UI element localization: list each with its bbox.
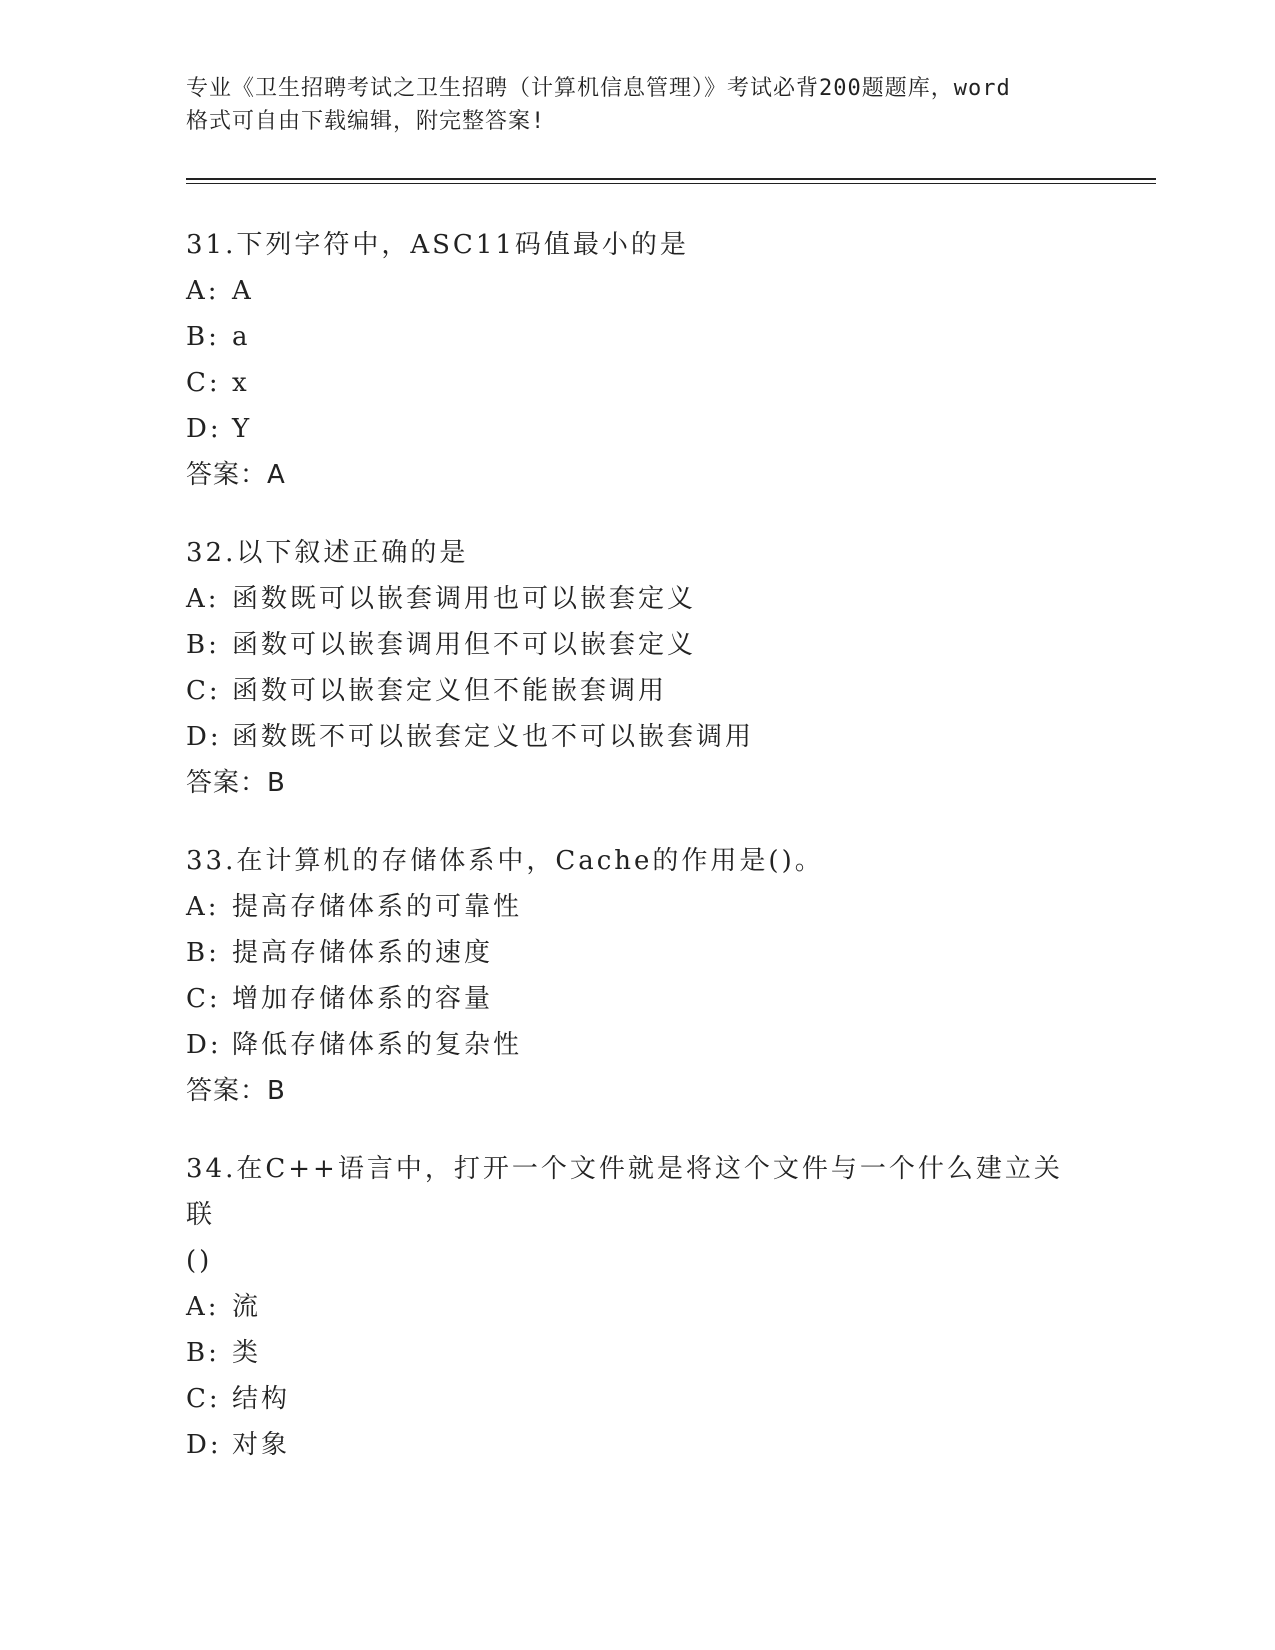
option-letter: D: (186, 414, 222, 444)
option-a (186, 576, 1086, 622)
option-text: A (232, 276, 254, 306)
option-letter: C: (186, 1384, 221, 1414)
option-text: 结构 (232, 1384, 291, 1414)
option-letter: C: (186, 368, 221, 398)
option-text: 函数可以嵌套定义但不能嵌套调用 (232, 676, 668, 706)
option-text: 流 (232, 1292, 262, 1322)
option-letter: C: (186, 984, 221, 1014)
question-32 (186, 530, 1086, 806)
question-title: 31.下列字符中，ASC11码值最小的是 (186, 230, 689, 260)
option-letter: A: (186, 276, 220, 306)
question-title-line-1: 34.在C++语言中，打开一个文件就是将这个文件与一个什么建立关联 (186, 1154, 1063, 1230)
option-letter: C: (186, 676, 221, 706)
option-text: 增加存储体系的容量 (232, 984, 494, 1014)
option-b (186, 930, 1086, 976)
option-text: 函数既可以嵌套调用也可以嵌套定义 (232, 584, 697, 614)
option-a (186, 268, 1086, 314)
option-text: Y (232, 414, 253, 444)
question-34 (186, 1146, 1086, 1468)
option-letter: D: (186, 1430, 222, 1460)
option-c (186, 1376, 1086, 1422)
header-divider (186, 178, 1156, 184)
option-text: x (232, 368, 250, 398)
question-31 (186, 222, 1086, 498)
option-letter: B: (186, 630, 220, 660)
option-d (186, 1422, 1086, 1468)
question-title: 33.在计算机的存储体系中，Cache的作用是()。 (186, 846, 824, 876)
option-c (186, 976, 1086, 1022)
option-letter: B: (186, 938, 220, 968)
header-line-1: 专业《卫生招聘考试之卫生招聘（计算机信息管理）》考试必背200题题库，word (186, 76, 1011, 101)
option-d (186, 1022, 1086, 1068)
document-header (186, 72, 1086, 138)
option-text: a (232, 322, 251, 352)
option-text: 函数可以嵌套调用但不可以嵌套定义 (232, 630, 697, 660)
option-text: 提高存储体系的可靠性 (232, 892, 523, 922)
question-33 (186, 838, 1086, 1114)
option-b (186, 622, 1086, 668)
option-text: 类 (232, 1338, 262, 1368)
option-text: 函数既不可以嵌套定义也不可以嵌套调用 (232, 722, 755, 752)
option-letter: A: (186, 892, 220, 922)
option-text: 降低存储体系的复杂性 (232, 1030, 523, 1060)
option-d (186, 406, 1086, 452)
answer-label: 答案：B (186, 1076, 286, 1106)
option-c (186, 360, 1086, 406)
option-c (186, 668, 1086, 714)
option-letter: A: (186, 584, 220, 614)
question-title: 32.以下叙述正确的是 (186, 538, 469, 568)
option-letter: D: (186, 1030, 222, 1060)
answer-label: 答案：A (186, 460, 286, 490)
option-b (186, 314, 1086, 360)
option-text: 对象 (232, 1430, 291, 1460)
document-page (186, 0, 1156, 1650)
option-letter: D: (186, 722, 222, 752)
option-b (186, 1330, 1086, 1376)
header-line-2: 格式可自由下载编辑，附完整答案! (186, 109, 546, 134)
option-letter: B: (186, 1338, 220, 1368)
option-letter: A: (186, 1292, 220, 1322)
option-text: 提高存储体系的速度 (232, 938, 494, 968)
question-title-line-2: () (186, 1246, 213, 1276)
option-letter: B: (186, 322, 220, 352)
option-a (186, 884, 1086, 930)
option-d (186, 714, 1086, 760)
answer-label: 答案：B (186, 768, 286, 798)
option-a (186, 1284, 1086, 1330)
